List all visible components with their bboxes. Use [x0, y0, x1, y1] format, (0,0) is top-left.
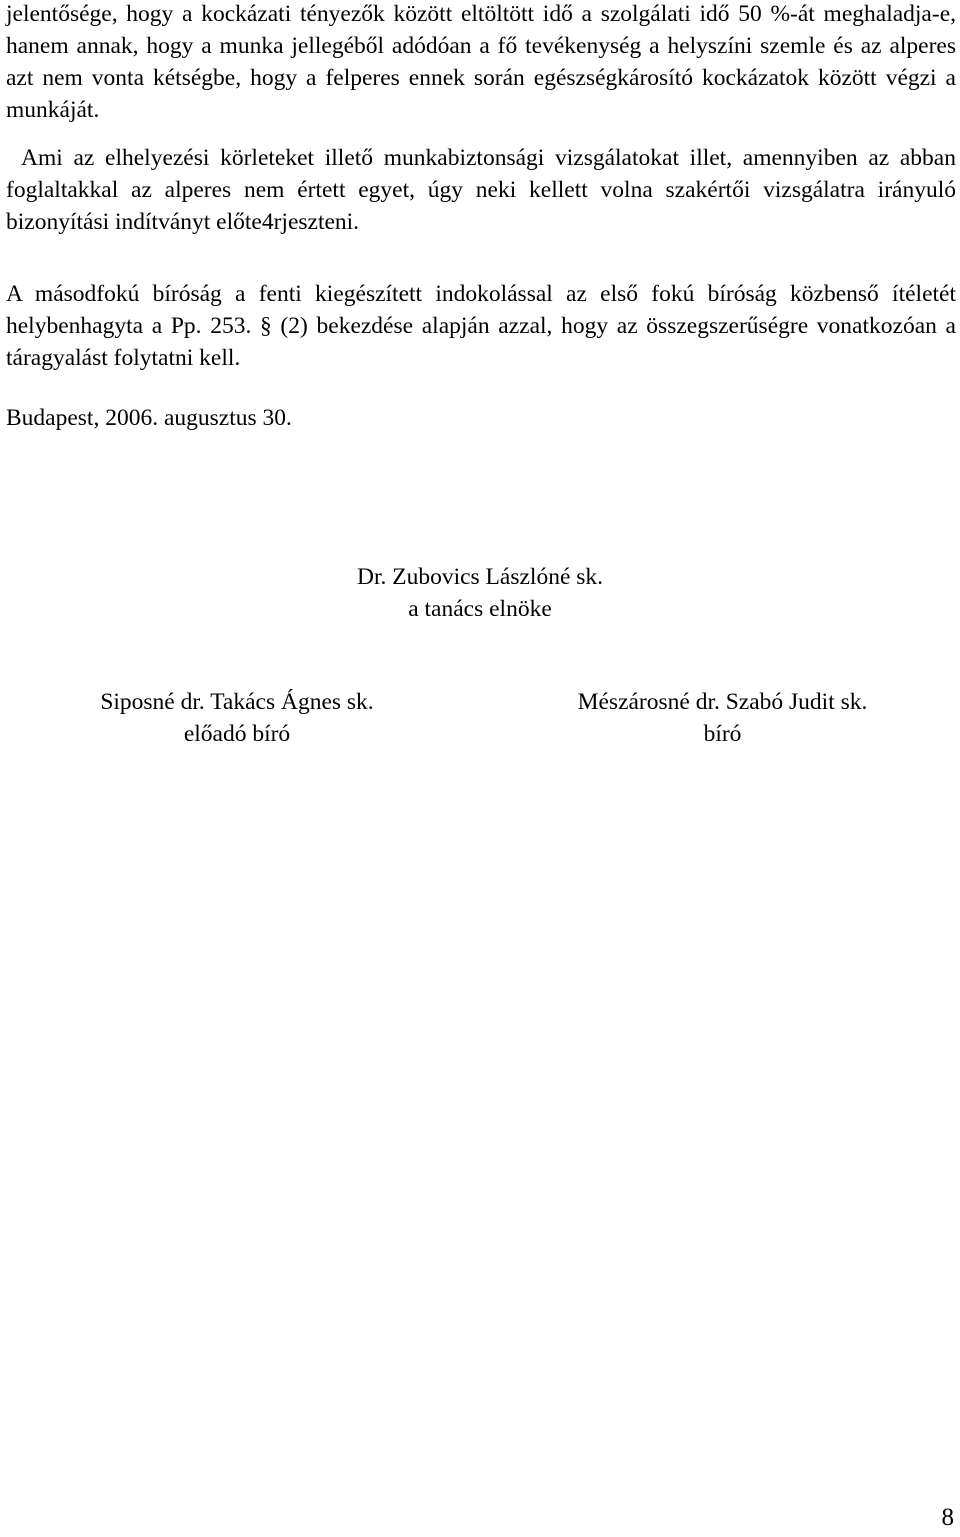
chair-name: Dr. Zubovics Lászlóné sk. — [356, 564, 604, 590]
judge-signature-block — [540, 686, 905, 750]
paragraph-continuation: jelentősége, hogy a kockázati tényezők között eltöltött idő a szolgálati idő 50 %-át meghaladja-e, hanem annak, hogy a munka jellegéből adódóan a fő tevékenység a helyszíni szemle és az alperes azt nem vonta kétségbe, hogy a felperes ennek során egészségkárosító kockázatok között végzi a munkáját. — [6, 1, 956, 123]
place-and-date: Budapest, 2006. augusztus 30. — [6, 405, 292, 431]
paragraph-safety-inspections: Ami az elhelyezési körleteket illető munkabiztonsági vizsgálatokat illet, amennyiben az abban foglaltakkal az alperes nem értett egyet, úgy neki kellett volna szakértői vizsgálatra irányuló bizonyítási indítványt előte4rjeszteni. — [6, 145, 956, 235]
page-number: 8 — [941, 1504, 954, 1531]
rapporteur-name: Siposné dr. Takács Ágnes sk. — [100, 689, 374, 715]
rapporteur-role: előadó bíró — [183, 721, 291, 747]
chair-signature-block — [0, 561, 960, 625]
rapporteur-signature-block — [62, 686, 412, 750]
chair-role: a tanács elnöke — [408, 596, 552, 622]
judge-role: bíró — [703, 721, 742, 747]
judge-name: Mészárosné dr. Szabó Judit sk. — [577, 689, 868, 715]
paragraph-appeal-decision: A másodfokú bíróság a fenti kiegészített indokolással az első fokú bíróság közbenső ítéletét helybenhagyta a Pp. 253. § (2) bekezdése alapján azzal, hogy az összegszerűségre vonatkozóan a táragyalást folytatni kell. — [6, 281, 956, 371]
